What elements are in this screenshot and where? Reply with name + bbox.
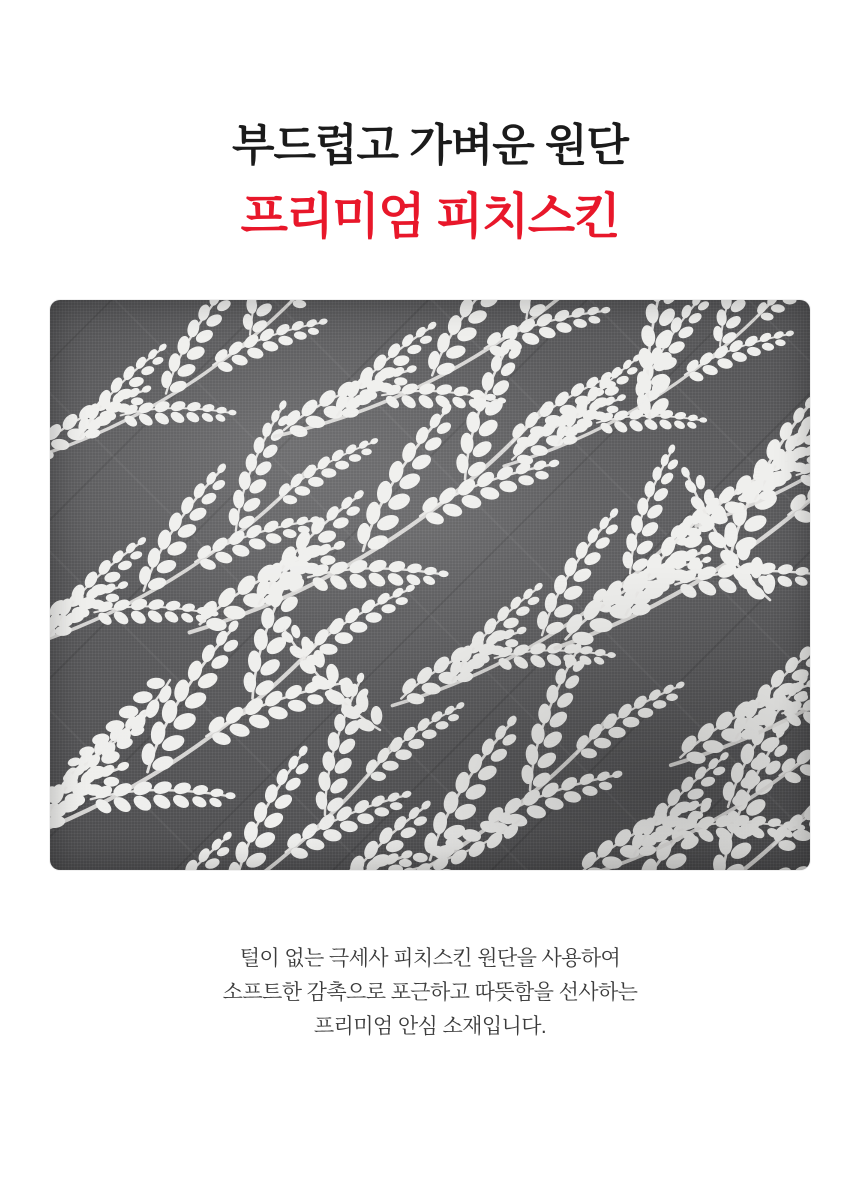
caption-line-3: 프리미엄 안심 소재입니다. bbox=[313, 1015, 547, 1039]
page-title: 부드럽고 가벼운 원단 bbox=[232, 121, 628, 170]
leaf-pattern-icon bbox=[50, 300, 810, 870]
fabric-photo bbox=[50, 300, 810, 870]
page-subtitle: 프리미엄 피치스킨 bbox=[240, 190, 620, 244]
heading-block bbox=[0, 118, 860, 248]
caption-block bbox=[223, 942, 638, 1044]
caption-line-1: 털이 없는 극세사 피치스킨 원단을 사용하여 bbox=[239, 947, 621, 971]
caption-line-2: 소프트한 감촉으로 포근하고 따뜻함을 선사하는 bbox=[222, 981, 638, 1005]
product-image bbox=[50, 300, 810, 870]
